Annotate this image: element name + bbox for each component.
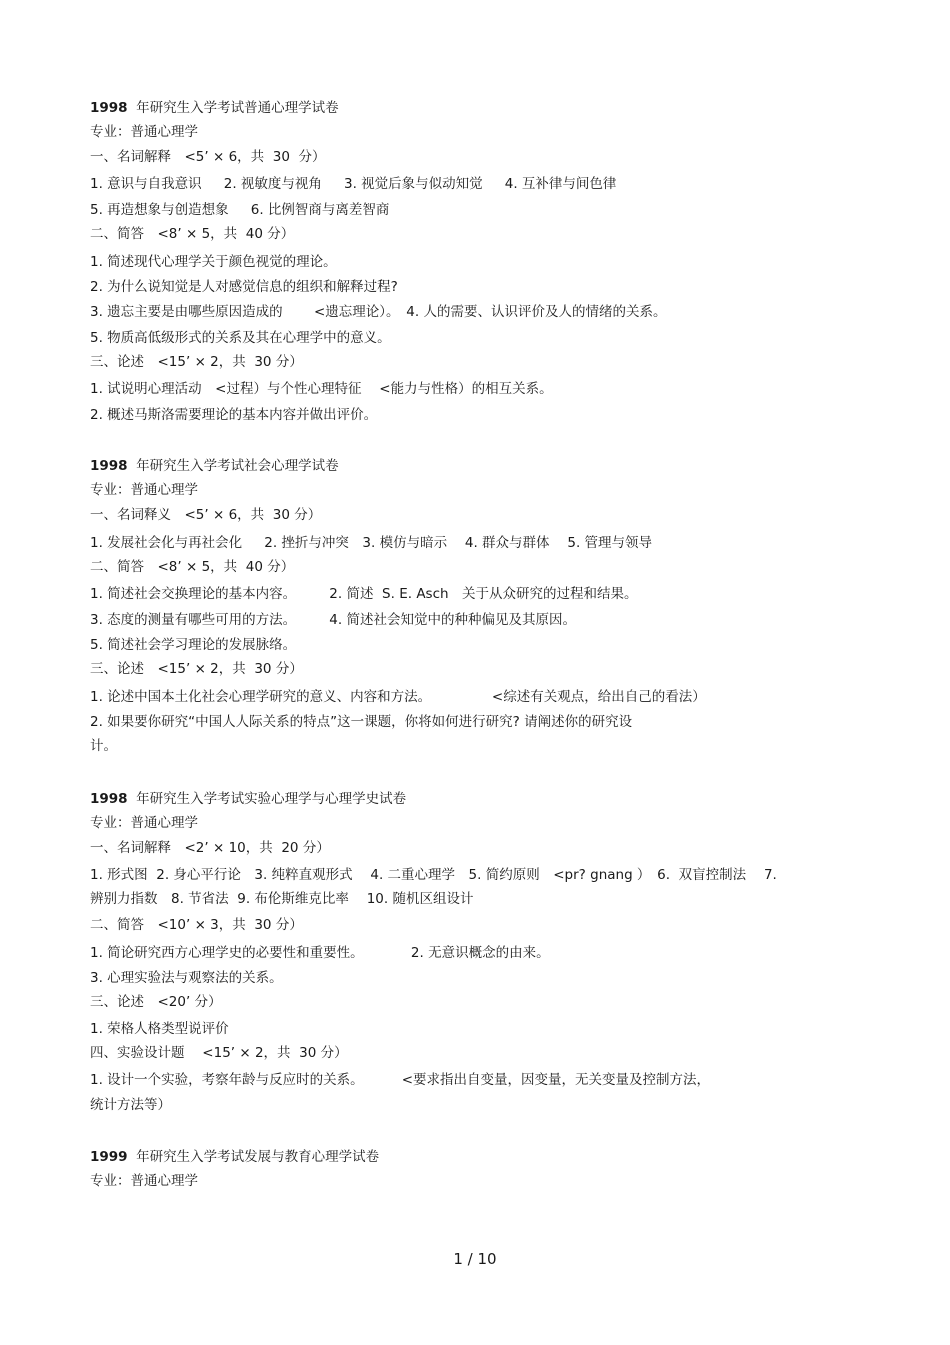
question-line: 1. 简述现代心理学关于颜色视觉的理论。 [90,254,337,270]
exam-title [90,457,339,475]
exam-title [90,1148,379,1166]
question-line: 辨别力指数 8. 节省法 9. 布伦斯维克比率 10. 随机区组设计 [90,891,474,907]
section-heading: 一、名词解释 <2’ × 10，共 20 分） [90,840,330,856]
question-line: 1. 简述社会交换理论的基本内容。 2. 简述 S. E. Asch 关于从众研究的过程和结果。 [90,586,638,602]
question-line: 1. 简论研究西方心理学史的必要性和重要性。 2. 无意识概念的由来。 [90,945,550,961]
section-heading: 二、简答 <8’ × 5，共 40 分） [90,226,295,242]
question-line: 3. 态度的测量有哪些可用的方法。 4. 简述社会知觉中的种种偏见及其原因。 [90,612,576,628]
question-line: 1. 意识与自我意识 2. 视敏度与视角 3. 视觉后象与似动知觉 4. 互补律与间色律 [90,176,617,192]
exam-year: 1998 [90,791,128,807]
exam-major: 专业：普通心理学 [90,482,198,498]
question-line: 2. 概述马斯洛需要理论的基本内容并做出评价。 [90,407,378,423]
question-line: 5. 物质高低级形式的关系及其在心理学中的意义。 [90,330,391,346]
question-line: 1. 试说明心理活动 <过程）与个性心理特征 <能力与性格）的相互关系。 [90,381,553,397]
section-heading: 四、实验设计题 <15’ × 2，共 30 分） [90,1045,348,1061]
section-heading: 一、名词解释 <5’ × 6，共 30 分） [90,149,326,165]
section-heading: 二、简答 <10’ × 3，共 30 分） [90,917,303,933]
exam-major: 专业：普通心理学 [90,1173,198,1189]
question-line: 统计方法等） [90,1097,171,1113]
question-line: 1. 发展社会化与再社会化 2. 挫折与冲突 3. 模仿与暗示 4. 群众与群体 5. 管理与领导 [90,535,653,551]
exam-title-text: 年研究生入学考试发展与教育心理学试卷 [136,1149,380,1165]
question-line: 3. 心理实验法与观察法的关系。 [90,970,283,986]
question-line: 1. 设计一个实验，考察年龄与反应时的关系。 <要求指出自变量，因变量，无关变量及控制方法， [90,1072,711,1088]
exam-year: 1999 [90,1149,128,1165]
question-line: 2. 如果要你研究“中国人人际关系的特点”这一课题，你将如何进行研究? 请阐述你的研究设 [90,714,633,730]
question-line: 5. 再造想象与创造想象 6. 比例智商与离差智商 [90,202,390,218]
section-heading: 一、名词释义 <5’ × 6，共 30 分） [90,507,322,523]
question-line: 3. 遗忘主要是由哪些原因造成的 <遗忘理论）。 4. 人的需要、认识评价及人的情绪的关系。 [90,304,667,320]
question-line: 1. 论述中国本土化社会心理学研究的意义、内容和方法。 <综述有关观点，给出自己的看法） [90,689,706,705]
question-line: 2. 为什么说知觉是人对感觉信息的组织和解释过程? [90,279,398,295]
exam-major: 专业：普通心理学 [90,815,198,831]
page-number: 1 / 10 [453,1250,497,1268]
section-heading: 二、简答 <8’ × 5，共 40 分） [90,559,295,575]
section-heading: 三、论述 <15’ × 2，共 30 分） [90,661,303,677]
exam-title-text: 年研究生入学考试普通心理学试卷 [136,100,339,116]
question-line: 1. 形式图 2. 身心平行论 3. 纯粹直观形式 4. 二重心理学 5. 简约原则 <pr? gnang ） 6. 双盲控制法 7. [90,867,777,883]
exam-major: 专业：普通心理学 [90,124,198,140]
question-line: 计。 [90,738,117,754]
exam-title-text: 年研究生入学考试实验心理学与心理学史试卷 [136,791,407,807]
exam-year: 1998 [90,458,128,474]
exam-title-text: 年研究生入学考试社会心理学试卷 [136,458,339,474]
exam-title [90,790,406,808]
exam-year: 1998 [90,100,128,116]
exam-title [90,99,339,117]
question-line: 1. 荣格人格类型说评价 [90,1021,229,1037]
question-line: 5. 简述社会学习理论的发展脉络。 [90,637,297,653]
section-heading: 三、论述 <15’ × 2，共 30 分） [90,354,303,370]
section-heading: 三、论述 <20’ 分） [90,994,222,1010]
